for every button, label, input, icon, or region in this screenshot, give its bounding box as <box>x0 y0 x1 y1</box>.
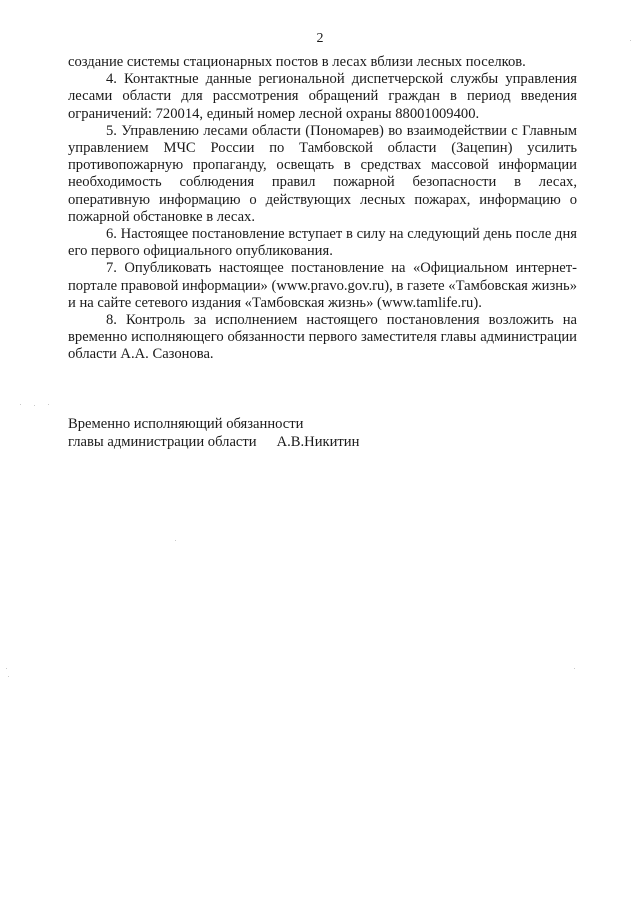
scan-speck <box>20 404 21 405</box>
signatory-name: А.В.Никитин <box>276 433 360 450</box>
paragraph-8: 8. Контроль за исполнением настоящего постановления возложить на временно исполняющего обязанности первого заместителя главы администрации области А.А. Сазонова. <box>68 312 577 363</box>
paragraph-7: 7. Опубликовать настоящее постановление на «Официальном интернет-портале правовой информации» (www.pravo.gov.ru), в газете «Тамбовская жизнь» и на сайте сетевого издания «Тамбовская жизнь» (www.tamlife.ru). <box>68 260 577 311</box>
signature-block <box>68 416 359 451</box>
scan-speck <box>574 668 575 669</box>
document-body <box>68 54 577 364</box>
paragraph-5: 5. Управлению лесами области (Пономарев) во взаимодействии с Главным управлением МЧС России по Тамбовской области (Зацепин) усилить противопожарную пропаганду, освещать в средствах массовой информации необходимость соблюдения правил пожарной безопасности в лесах, оперативную информацию о действующих лесных пожарах, информацию о пожарной обстановке в лесах. <box>68 122 577 225</box>
signature-title-line-2 <box>68 434 359 452</box>
scan-speck <box>6 668 7 669</box>
signature-title-line-1: Временно исполняющий обязанности <box>68 416 304 432</box>
scan-speck <box>175 540 176 541</box>
paragraph-4: 4. Контактные данные региональной диспетчерской службы управления лесами области для рассмотрения обращений граждан в период введения ограничений: 720014, единый номер лесной охраны 88001009400. <box>68 71 577 122</box>
scan-speck <box>630 40 631 41</box>
scan-speck <box>8 676 9 677</box>
scan-speck <box>34 405 35 406</box>
page-number: 2 <box>316 31 324 46</box>
paragraph-3-continuation: создание системы стационарных постов в лесах вблизи лесных поселков. <box>68 54 526 70</box>
paragraph-6: 6. Настоящее постановление вступает в силу на следующий день после дня его первого официального опубликования. <box>68 226 577 260</box>
scan-speck <box>48 404 49 405</box>
signature-title-text: главы администрации области <box>68 433 257 450</box>
